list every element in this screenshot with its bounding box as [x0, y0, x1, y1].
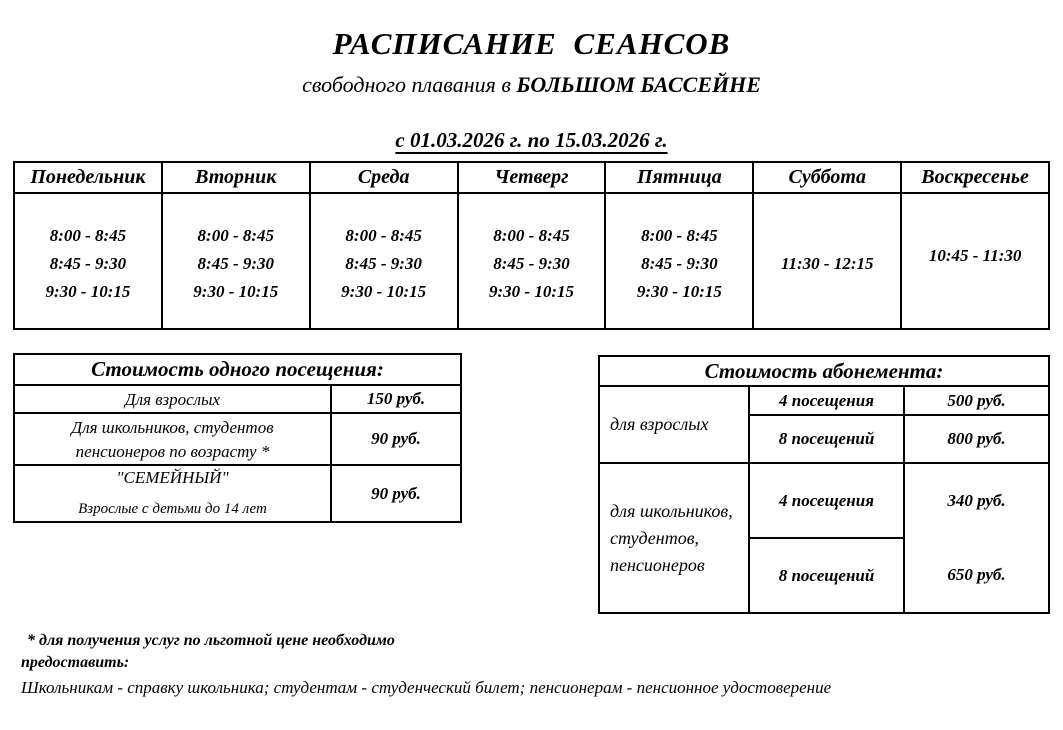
category-line: пенсионеров: [610, 554, 705, 575]
day-times-sunday: [902, 194, 1048, 328]
time-slot: 8:45 - 9:30: [493, 254, 570, 273]
time-slot: 8:45 - 9:30: [49, 254, 127, 273]
subtitle-text: свободного плавания в: [302, 72, 517, 97]
day-times-thursday: [459, 194, 607, 328]
price-label: [14, 413, 331, 465]
page-subtitle: [0, 72, 1063, 98]
time-slot: 8:00 - 8:45: [197, 226, 275, 245]
time-slot: 9:30 - 10:15: [636, 282, 722, 301]
schedule-table: [13, 161, 1050, 330]
time-slot: 8:45 - 9:30: [197, 254, 275, 273]
price-label-line: Взрослые с детьми до 14 лет: [78, 501, 267, 517]
day-header-monday: Понедельник: [15, 163, 163, 192]
price-label-line: Для взрослых: [124, 389, 221, 409]
date-range: с 01.03.2026 г. по 15.03.2026 г.: [395, 128, 668, 152]
day-times-saturday: [754, 194, 902, 328]
category-line: студентов,: [610, 527, 700, 548]
schedule-body-row: [15, 194, 1048, 328]
footnote-documents: Школьникам - справку школьника; студентам - студенческий билет; пенсионерам - пенсионное удостоверение: [21, 678, 832, 697]
visits-cell: 8 посещений: [749, 415, 904, 463]
subscription-row: [599, 386, 1049, 415]
price-stack: [905, 464, 1048, 612]
day-times-tuesday: [163, 194, 311, 328]
price-value: 90 руб.: [331, 465, 461, 522]
time-slot: 9:30 - 10:15: [45, 282, 131, 301]
category-cell-adults: [599, 386, 749, 463]
time-slot: 9:30 - 10:15: [489, 282, 574, 301]
day-header-saturday: Суббота: [754, 163, 902, 192]
price-cell: 340 руб.: [947, 491, 1006, 510]
price-label-line: Для школьников, студентов: [71, 417, 274, 437]
time-slot: 9:30 - 10:15: [193, 282, 279, 301]
price-label-line: "СЕМЕЙНЫЙ": [116, 468, 229, 487]
day-times-wednesday: [311, 194, 459, 328]
category-line: для школьников,: [610, 500, 733, 521]
footnote-benefit-line2: предоставить:: [21, 654, 130, 671]
subscription-price-table: [598, 355, 1050, 614]
price-cell-merged: [904, 463, 1049, 613]
price-label: [14, 465, 331, 522]
subtitle-pool-name: БОЛЬШОМ БАССЕЙНЕ: [516, 72, 761, 97]
price-row: [14, 413, 461, 465]
price-cell: 650 руб.: [947, 565, 1006, 584]
single-visit-title-row: [14, 354, 461, 385]
footnotes: [21, 630, 831, 699]
time-slot: 8:45 - 9:30: [345, 254, 422, 273]
day-times-monday: [15, 194, 163, 328]
visits-cell: 4 посещения: [749, 463, 904, 538]
time-slot: 8:45 - 9:30: [641, 254, 718, 273]
single-visit-title: Стоимость одного посещения:: [14, 354, 461, 385]
time-slot: 8:00 - 8:45: [493, 226, 570, 245]
price-row: [14, 385, 461, 413]
subscription-title: Стоимость абонемента:: [599, 356, 1049, 386]
time-slot: 8:00 - 8:45: [49, 226, 127, 245]
time-slot: 8:00 - 8:45: [345, 226, 422, 245]
time-slot: 9:30 - 10:15: [341, 282, 427, 301]
footnote-benefit-line1: * для получения услуг по льготной цене необходимо: [27, 632, 395, 649]
day-header-tuesday: Вторник: [163, 163, 311, 192]
time-slot: 11:30 - 12:15: [780, 254, 874, 273]
price-value: 150 руб.: [331, 385, 461, 413]
price-label: [14, 385, 331, 413]
price-row: [14, 465, 461, 522]
schedule-header-row: [15, 163, 1048, 194]
price-cell: 800 руб.: [904, 415, 1049, 463]
day-times-friday: [606, 194, 754, 328]
time-slot: 10:45 - 11:30: [928, 246, 1022, 265]
day-header-thursday: Четверг: [459, 163, 607, 192]
visits-cell: 4 посещения: [749, 386, 904, 415]
subscription-row: [599, 463, 1049, 538]
category-line: для взрослых: [610, 414, 709, 434]
subscription-title-row: [599, 356, 1049, 386]
visits-cell: 8 посещений: [749, 538, 904, 613]
time-slot: 8:00 - 8:45: [641, 226, 718, 245]
single-visit-price-table: [13, 353, 462, 523]
category-cell-students: [599, 463, 749, 613]
price-label-line: пенсионеров по возрасту *: [75, 441, 270, 461]
day-header-sunday: Воскресенье: [921, 166, 1029, 188]
page-title: РАСПИСАНИЕ СЕАНСОВ: [332, 26, 731, 61]
day-header-friday: Пятница: [606, 163, 754, 192]
day-header-wednesday: Среда: [311, 163, 459, 192]
price-value: 90 руб.: [331, 413, 461, 465]
price-cell: 500 руб.: [904, 386, 1049, 415]
